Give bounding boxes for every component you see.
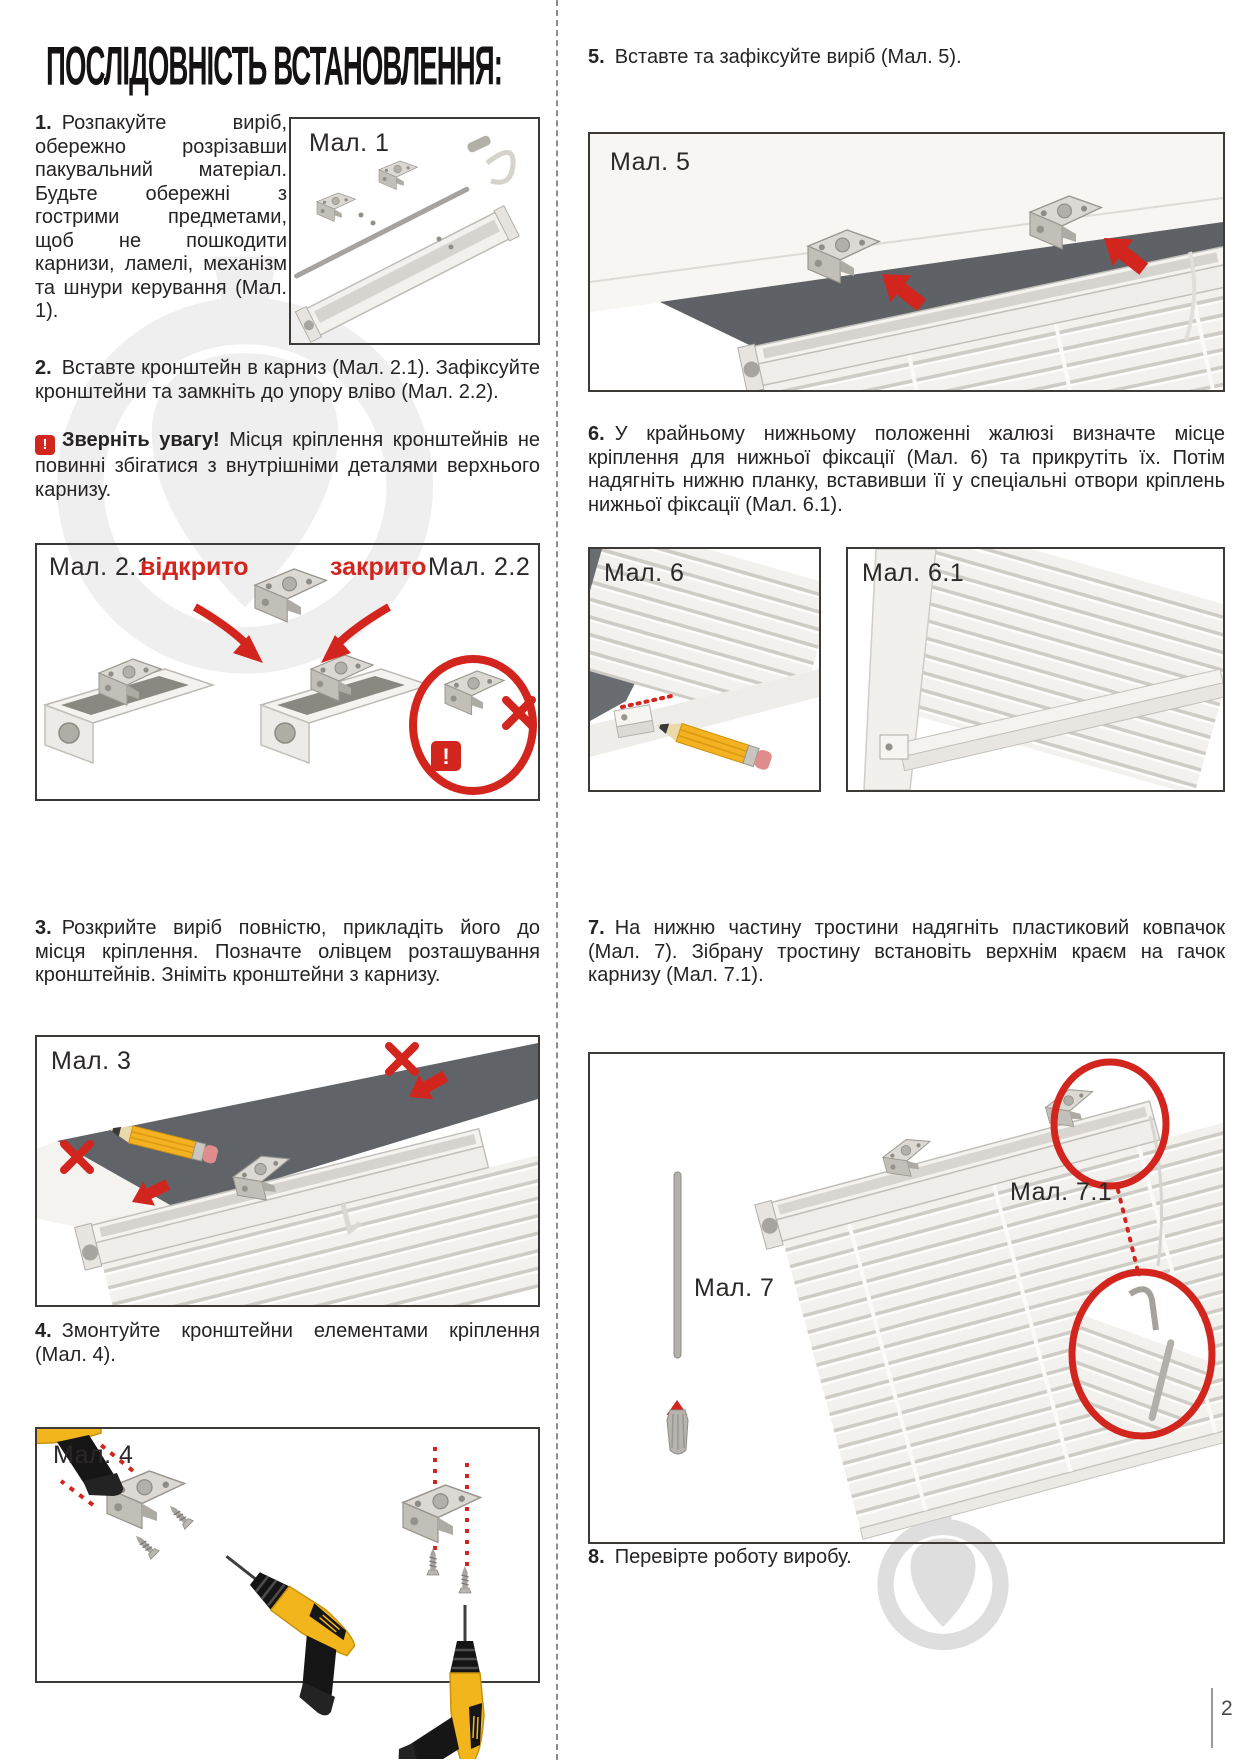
page-title: ПОСЛІДОВНІСТЬ ВСТАНОВЛЕННЯ: (46, 35, 503, 97)
step-3 (35, 917, 540, 988)
figure-4-box (35, 1427, 540, 1683)
control-cord (487, 152, 513, 182)
wand-cap (667, 1410, 688, 1454)
step-2-number: 2. (35, 357, 52, 379)
rail-end-open (45, 659, 213, 763)
screw-icon (132, 1532, 160, 1560)
step-6-text: У крайньому нижньому положенні жалюзі визначте місце кріплення для нижньої фіксації (Мал. 6) та прикрутіть їх. Потім надягніть нижню планку, вставивши її у спеціальні отвори кріплень нижньої фіксації (Мал. 6.1). (588, 423, 1225, 516)
step-4-text: Змонтуйте кронштейни елементами кріплення (Мал. 4). (35, 1320, 540, 1366)
bottom-fixation-clip (880, 735, 908, 759)
page-number: 2 (1221, 1697, 1233, 1720)
figure-5-box (588, 132, 1225, 392)
drill-icon (185, 1541, 378, 1718)
red-arrow-icon (321, 607, 389, 663)
step-8 (588, 1546, 1225, 1570)
red-arrow-icon (195, 607, 263, 663)
figure-6-1-label: Мал. 6.1 (862, 559, 965, 587)
step-6-number: 6. (588, 423, 605, 445)
figure-1-box (289, 117, 540, 345)
figure-3-box (35, 1035, 540, 1307)
step-3-number: 3. (35, 917, 52, 939)
page-number-rule (1211, 1688, 1213, 1748)
screw-icon (427, 1548, 439, 1575)
rail-end-closed (261, 655, 429, 763)
figure-4-label: Мал. 4 (53, 1441, 134, 1469)
figure-6-label: Мал. 6 (604, 559, 685, 587)
step-4-number: 4. (35, 1320, 52, 1342)
annotation-open: відкрито (140, 553, 249, 581)
screw-icon (459, 1566, 471, 1593)
step-2-text: Вставте кронштейн в карниз (Мал. 2.1). Зафіксуйте кронштейни та замкніть до упору вліво (Мал. 2.2). (35, 357, 540, 403)
figure-6-box (588, 547, 821, 792)
annotation-closed: закрито (330, 553, 427, 581)
tilt-wand (674, 1172, 681, 1358)
figure-7-box (588, 1052, 1225, 1544)
warning-glyph: ! (442, 744, 450, 769)
step-2 (35, 357, 540, 404)
figure-7-illustration (590, 1054, 1223, 1542)
figure-7-label: Мал. 7 (694, 1274, 775, 1302)
warning-icon: ! (35, 435, 55, 455)
step-1-text: Розпакуйте виріб, обережно розрізавши пакувальний матеріал. Будьте обережні з гострими предметами, щоб не пошкодити карнизи, ламелі, механізм та шнури керування (Мал. 1). (35, 112, 287, 322)
step-5-number: 5. (588, 46, 605, 68)
figure-2-box (35, 543, 540, 801)
step-7-text: На нижню частину тростини надягніть пластиковий ковпачок (Мал. 7). Зібрану тростину встановіть верхнім краєм на гачок карнизу (Мал. 7.1). (588, 917, 1225, 986)
bracket-icon (403, 1485, 481, 1543)
figure-7-1-label: Мал. 7.1 (1010, 1178, 1113, 1206)
step-8-number: 8. (588, 1546, 605, 1568)
step-1-number: 1. (35, 112, 52, 134)
figure-2-illustration (37, 545, 538, 799)
step-5-text: Вставте та зафіксуйте виріб (Мал. 5). (614, 46, 962, 68)
warning-label: Зверніть увагу! (62, 429, 220, 451)
step-6 (588, 423, 1225, 517)
figure-4-illustration (37, 1429, 538, 1759)
drill-icon (398, 1605, 484, 1759)
bracket-icon (317, 193, 355, 222)
cord-tassel (466, 134, 492, 153)
step-7-number: 7. (588, 917, 605, 939)
warning-text: Місця кріплення кронштейнів не повинні збігатися з внутрішніми деталями верхнього карнизу. (35, 429, 541, 501)
step-1 (35, 112, 287, 324)
figure-1-label: Мал. 1 (309, 129, 390, 157)
step-5 (588, 46, 1225, 70)
step-8-text: Перевірте роботу виробу. (614, 1546, 852, 1568)
step-7 (588, 917, 1225, 988)
column-divider (556, 0, 558, 1760)
figure-3-label: Мал. 3 (51, 1047, 132, 1075)
bracket-icon (255, 569, 326, 622)
figure-2-1-label: Мал. 2.1 (49, 553, 152, 581)
red-x-icon (389, 1046, 415, 1072)
figure-2-2-label: Мал. 2.2 (428, 553, 531, 581)
figure-6-1-box (846, 547, 1225, 792)
warning-note (35, 429, 540, 502)
bracket-icon (445, 671, 504, 715)
screw-icon (166, 1502, 194, 1530)
step-3-text: Розкрийте виріб повністю, прикладіть його до місця кріплення. Позначте олівцем розташування кронштейнів. Зніміть кронштейни з карнизу. (35, 917, 540, 986)
step-4 (35, 1320, 540, 1367)
figure-5-label: Мал. 5 (610, 148, 691, 176)
bracket-icon (379, 161, 417, 190)
bottom-fixation-clip (614, 705, 654, 738)
figure-3-illustration (37, 1037, 538, 1305)
